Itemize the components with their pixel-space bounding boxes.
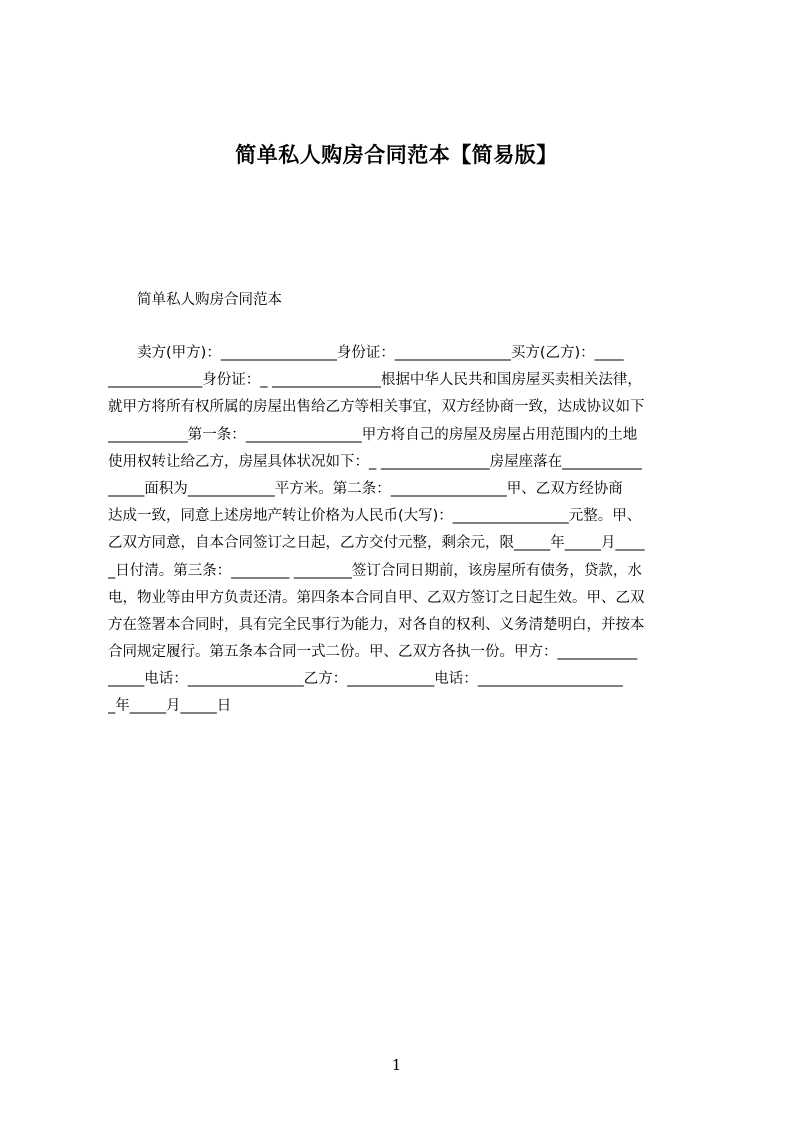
document-title: 简单私人购房合同范本【简易版】 [235,143,558,167]
page-number: 1 [391,1056,402,1074]
body-line: 就甲方将所有权所属的房屋出售给乙方等相关事宜，双方经协商一致，达成协议如下 [108,399,645,416]
body-line: 电，物业等由甲方负责还清。第四条本合同自甲、乙双方签订之日起生效。甲、乙双 [108,589,645,606]
body-line: _年_____月_____日 [108,698,232,715]
body-line: _____________身份证：_ _______________根据中华人民共和国房屋买卖相关法律， [108,372,642,389]
document-subtitle: 简单私人购房合同范本 [137,292,282,308]
body-line: 卖方(甲方)：________________身份证：________________买方(乙方)：____ [137,345,624,361]
body-line: 达成一致，同意上述房地产转让价格为人民币(大写)：________________元整。甲、 [108,508,642,525]
body-line: 乙双方同意，自本合同签订之日起，乙方交付元整，剩余元，限_____年_____月____ [108,535,645,552]
body-line: 合同规定履行。第五条本合同一式二份。甲、乙双方各执一份。甲方：___________ [108,644,638,661]
body-line: ___________第一条：________________甲方将自己的房屋及房屋占用范围内的土地 [108,426,638,443]
body-line: _日付清。第三条：________ ________签订合同日期前，该房屋所有债务，贷款，水 [108,562,642,579]
contract-body [108,340,700,721]
body-line: _____面积为____________平方米。第二条：________________甲、乙双方经协商 [108,480,623,497]
body-line: 使用权转让给乙方，房屋具体状况如下：_ _______________房屋座落在___________ [108,453,642,470]
body-line: _____电话：________________乙方：____________电话：____________________ [108,671,623,688]
body-line: 方在签署本合同时，具有完全民事行为能力，对各自的权利、义务清楚明白，并按本 [108,616,645,633]
